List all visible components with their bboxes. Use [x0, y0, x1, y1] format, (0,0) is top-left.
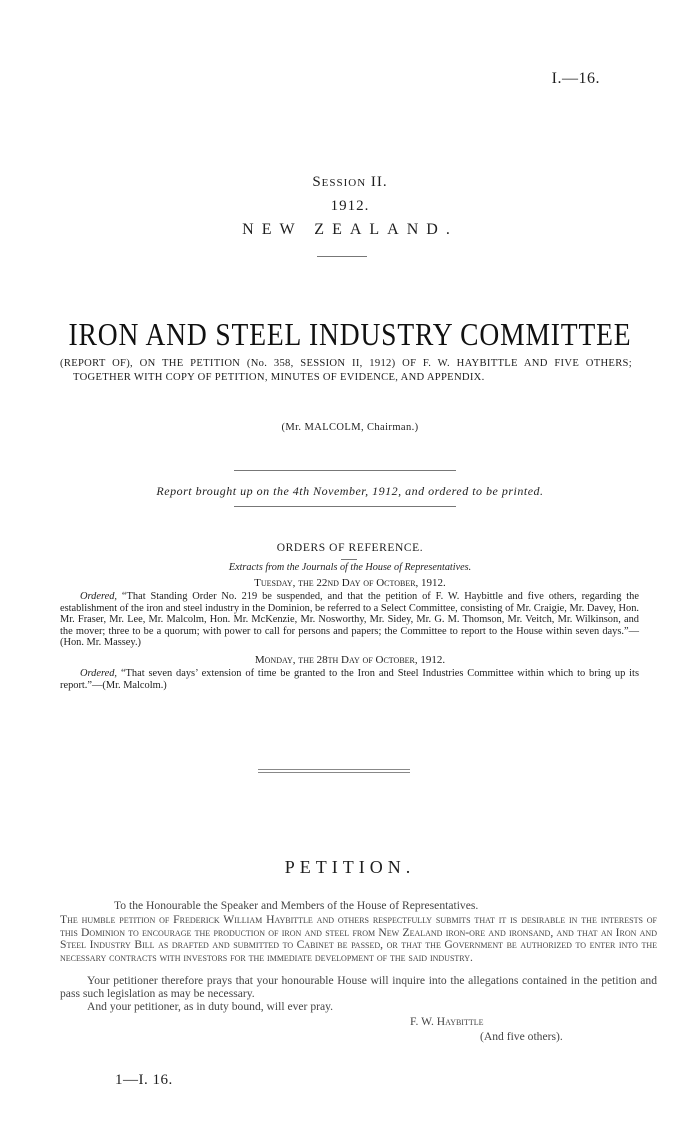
orders-heading: ORDERS OF REFERENCE.: [276, 542, 424, 554]
order-date-1: Tuesday, the 22nd Day of October, 1912.: [254, 577, 446, 589]
document-subtitle: (REPORT OF), ON THE PETITION (No. 358, SESSION II, 1912) OF F. W. HAYBITTLE AND FIVE OTHERS; TOGETHER WITH COPY OF PETITION, MINUTES OF EVIDENCE, AND APPENDIX.: [60, 358, 632, 383]
petition-signature: F. W. Haybittle: [410, 1015, 484, 1028]
order-text-2: “That seven days’ extension of time be granted to the Iron and Steel Industries Committee within which to bring up its report.”—(Mr. Malcolm.): [60, 668, 639, 691]
petition-body-text-1: The humble petition of Frederick William Haybittle and others respectfully submits that it is desirable in the interests of this Dominion to encourage the production of iron and steel from New Zealand iron-ore and ironsand, and that an Iron and Steel Industry Bill as drafted and submitted to Cabinet be passed, or that the Government be authorized to enter into the necessary contracts with investors for the immediate development of the said industry.: [60, 913, 657, 964]
order-text-1: “That Standing Order No. 219 be suspended, and that the petition of F. W. Haybittle and five others, regarding the establishment of the iron and steel industry in the Dominion, be referred to a Select Committee, consisting of Mr. Craigie, Mr. Davey, Hon. Mr. Fraser, Mr. Lee, Mr. Malcolm, Hon. Mr. McKenzie, Mr. Nosworthy, Mr. Sidey, Mr. G. M. Thomson, Mr. Veitch, Mr. Wilkinson, and the mover; three to be a quorum; with power to call for persons and papers; the Committee to report to the House within seven days.”—(Hon. Mr. Massey.): [60, 591, 639, 649]
petition-heading: PETITION.: [284, 857, 416, 877]
petition-body-2: Your petitioner therefore prays that your honourable House will inquire into the allegations contained in the petition and pass such legislation as may be necessary.: [60, 974, 657, 1000]
order-date-2: Monday, the 28th Day of October, 1912.: [254, 654, 446, 666]
document-title: IRON AND STEEL INDUSTRY COMMITTEE: [68, 316, 632, 352]
footer-reference: 1—I. 16.: [115, 1072, 173, 1088]
petition-body-3: And your petitioner, as in duty bound, will ever pray.: [87, 1000, 334, 1013]
page-reference: I.—16.: [551, 70, 600, 87]
order-paragraph-2: [60, 668, 639, 691]
year-label: 1912.: [330, 198, 370, 214]
section-divider-bottom: [258, 772, 410, 773]
extracts-line: Extracts from the Journals of the House of Representatives.: [228, 562, 472, 573]
report-rule-bottom: [234, 506, 456, 507]
report-line: Report brought up on the 4th November, 1912, and ordered to be printed.: [156, 484, 544, 498]
chairman-line: (Mr. MALCOLM, Chairman.): [281, 422, 419, 433]
orders-divider: [341, 559, 357, 560]
petition-address: To the Honourable the Speaker and Members of the House of Representatives.: [114, 899, 479, 912]
ordered-label-2: Ordered,: [80, 668, 118, 679]
ordered-label-1: Ordered,: [80, 591, 118, 602]
order-paragraph-1: [60, 591, 639, 649]
session-label: Session II.: [312, 174, 388, 190]
section-divider-top: [258, 769, 410, 770]
petition-body-1: [60, 914, 657, 964]
header-divider: [317, 256, 367, 257]
report-rule-top: [234, 470, 456, 471]
petition-signature-note: (And five others).: [480, 1030, 563, 1043]
country-label: NEW ZEALAND.: [242, 221, 458, 238]
